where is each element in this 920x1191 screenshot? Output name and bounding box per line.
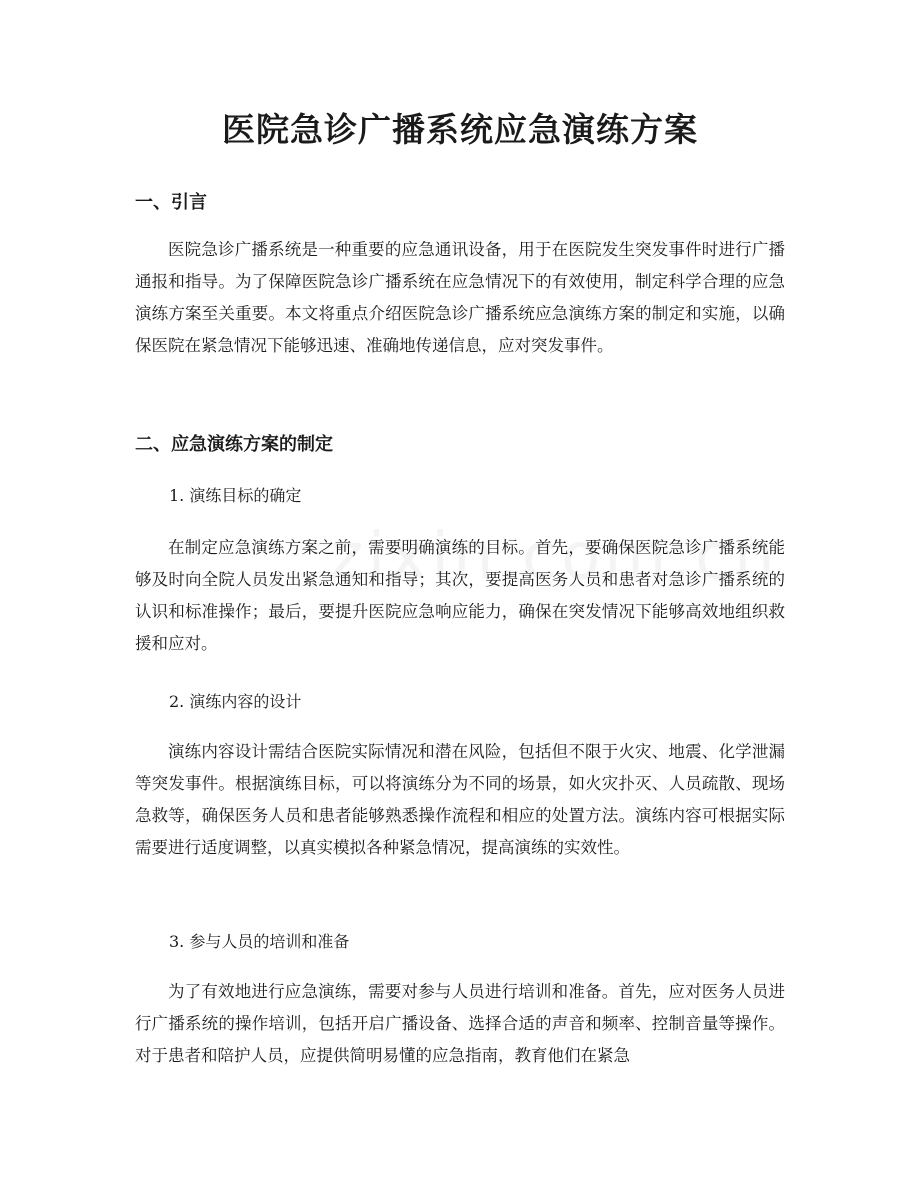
content-paragraph: 演练内容设计需结合医院实际情况和潜在风险，包括但不限于火灾、地震、化学泄漏等突发事件。根据演练目标，可以将演练分为不同的场景，如火灾扑灭、人员疏散、现场急救等，确保医务人员和患者能够熟悉操作流程和相应的处置方法。演练内容可根据实际需要进行适度调整，以真实模拟各种紧急情况，提高演练的实效性。 xyxy=(135,742,785,857)
section-heading-introduction: 一、引言 xyxy=(135,192,207,213)
introduction-paragraph: 医院急诊广播系统是一种重要的应急通讯设备，用于在医院发生突发事件时进行广播通报和指导。为了保障医院急诊广播系统在应急情况下的有效使用，制定科学合理的应急演练方案至关重要。本文将重点介绍医院急诊广播系统应急演练方案的制定和实施，以确保医院在紧急情况下能够迅速、准确地传递信息，应对突发事件。 xyxy=(135,240,785,355)
section-heading-plan: 二、应急演练方案的制定 xyxy=(135,434,333,455)
subsection-heading-content: 2. 演练内容的设计 xyxy=(169,692,302,711)
training-paragraph: 为了有效地进行应急演练，需要对参与人员进行培训和准备。首先，应对医务人员进行广播系统的操作培训，包括开启广播设备、选择合适的声音和频率、控制音量等操作。对于患者和陪护人员，应提供简明易懂的应急指南，教育他们在紧急 xyxy=(135,982,785,1065)
document-title: 医院急诊广播系统应急演练方案 xyxy=(222,110,698,149)
subsection-heading-training: 3. 参与人员的培训和准备 xyxy=(169,932,350,951)
subsection-heading-goals: 1. 演练目标的确定 xyxy=(169,486,302,505)
goals-paragraph: 在制定应急演练方案之前，需要明确演练的目标。首先，要确保医院急诊广播系统能够及时向全院人员发出紧急通知和指导；其次，要提高医务人员和患者对急诊广播系统的认识和标准操作；最后，要提升医院应急响应能力，确保在突发情况下能够高效地组织救援和应对。 xyxy=(135,538,785,653)
